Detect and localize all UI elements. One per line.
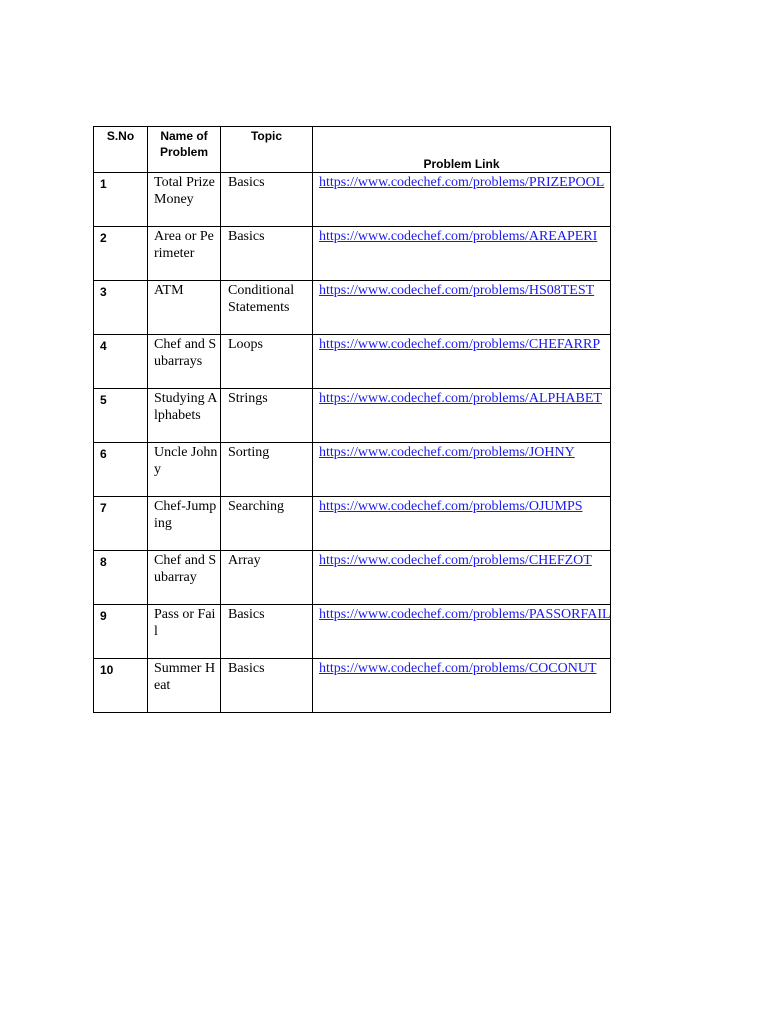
problem-link-prefix: https://www.codechef.com/problems/ [319, 283, 529, 298]
table-row [94, 335, 611, 389]
table-row [94, 605, 611, 659]
problem-link[interactable] [319, 552, 608, 569]
cell-topic: Basics [221, 605, 313, 659]
cell-topic: Array [221, 551, 313, 605]
table-row [94, 443, 611, 497]
header-sno [94, 127, 148, 173]
problem-link[interactable] [319, 390, 608, 407]
cell-problem-name: Chef and Subarrays [148, 335, 221, 389]
cell-topic: Basics [221, 227, 313, 281]
table-row [94, 389, 611, 443]
problem-link[interactable] [319, 282, 608, 299]
table-row [94, 497, 611, 551]
problem-link[interactable] [319, 228, 608, 245]
cell-problem-name: Chef and Subarray [148, 551, 221, 605]
cell-topic: Searching [221, 497, 313, 551]
problem-link-prefix: https://www.codechef.com/problems/ [319, 175, 529, 190]
problem-link[interactable] [319, 606, 611, 623]
cell-problem-name: ATM [148, 281, 221, 335]
cell-sno: 7 [94, 497, 148, 551]
problem-link[interactable] [319, 174, 608, 191]
problem-link[interactable] [319, 336, 608, 353]
problem-link-prefix: https://www.codechef.com/problems/ [319, 445, 529, 460]
problem-link-prefix: https://www.codechef.com/problems/ [319, 391, 529, 406]
cell-topic: Strings [221, 389, 313, 443]
problem-link-prefix: https://www.codechef.com/problems/ [319, 553, 529, 568]
problem-link-code: ALPHABET [528, 391, 602, 406]
header-name-label: Name of Problem [159, 129, 208, 159]
cell-problem-link [313, 281, 611, 335]
cell-topic: Conditional Statements [221, 281, 313, 335]
cell-problem-link [313, 335, 611, 389]
cell-sno: 8 [94, 551, 148, 605]
table-body [94, 173, 611, 713]
cell-problem-link [313, 551, 611, 605]
cell-problem-name: Area or Perimeter [148, 227, 221, 281]
header-name [148, 127, 221, 173]
problem-link-prefix: https://www.codechef.com/problems/ [319, 607, 529, 622]
header-topic-label: Topic [250, 129, 283, 143]
cell-topic: Sorting [221, 443, 313, 497]
cell-problem-link [313, 659, 611, 713]
problem-link-prefix: https://www.codechef.com/problems/ [319, 661, 529, 676]
cell-sno: 2 [94, 227, 148, 281]
cell-problem-link [313, 227, 611, 281]
table-row [94, 551, 611, 605]
cell-sno: 3 [94, 281, 148, 335]
header-sno-label: S.No [106, 129, 135, 143]
table-header-row [94, 127, 611, 173]
cell-problem-name: Studying Alphabets [148, 389, 221, 443]
table-row [94, 173, 611, 227]
cell-problem-link [313, 605, 611, 659]
problem-link-code: JOHNY [528, 445, 575, 460]
problem-link-prefix: https://www.codechef.com/problems/ [319, 229, 529, 244]
cell-topic: Basics [221, 173, 313, 227]
table-row [94, 227, 611, 281]
problem-link-code: COCONUT [528, 661, 597, 676]
table-row [94, 659, 611, 713]
problem-link-code: CHEFZOT [528, 553, 592, 568]
cell-problem-name: Pass or Fail [148, 605, 221, 659]
problem-link[interactable] [319, 660, 608, 677]
cell-sno: 10 [94, 659, 148, 713]
cell-problem-link [313, 497, 611, 551]
cell-problem-link [313, 389, 611, 443]
header-link-label: Problem Link [423, 157, 500, 171]
cell-sno: 5 [94, 389, 148, 443]
problem-link[interactable] [319, 498, 608, 515]
cell-problem-name: Uncle Johny [148, 443, 221, 497]
problem-link-code: CHEFARRP [528, 337, 601, 352]
problem-link-code: HS08TEST [528, 283, 595, 298]
cell-sno: 6 [94, 443, 148, 497]
problem-link-code: PASSORFAIL [528, 607, 611, 622]
cell-problem-name: Total Prize Money [148, 173, 221, 227]
table-row [94, 281, 611, 335]
cell-topic: Basics [221, 659, 313, 713]
header-topic [221, 127, 313, 173]
problem-link-code: OJUMPS [528, 499, 583, 514]
cell-sno: 1 [94, 173, 148, 227]
problem-link-prefix: https://www.codechef.com/problems/ [319, 499, 529, 514]
problem-link-prefix: https://www.codechef.com/problems/ [319, 337, 529, 352]
problems-table [93, 126, 611, 713]
cell-problem-name: Summer Heat [148, 659, 221, 713]
cell-sno: 9 [94, 605, 148, 659]
cell-problem-link [313, 443, 611, 497]
cell-problem-link [313, 173, 611, 227]
cell-topic: Loops [221, 335, 313, 389]
cell-problem-name: Chef-Jumping [148, 497, 221, 551]
problem-link[interactable] [319, 444, 608, 461]
cell-sno: 4 [94, 335, 148, 389]
problem-link-code: PRIZEPOOL [528, 175, 605, 190]
header-link [313, 127, 611, 173]
problem-link-code: AREAPERI [528, 229, 598, 244]
